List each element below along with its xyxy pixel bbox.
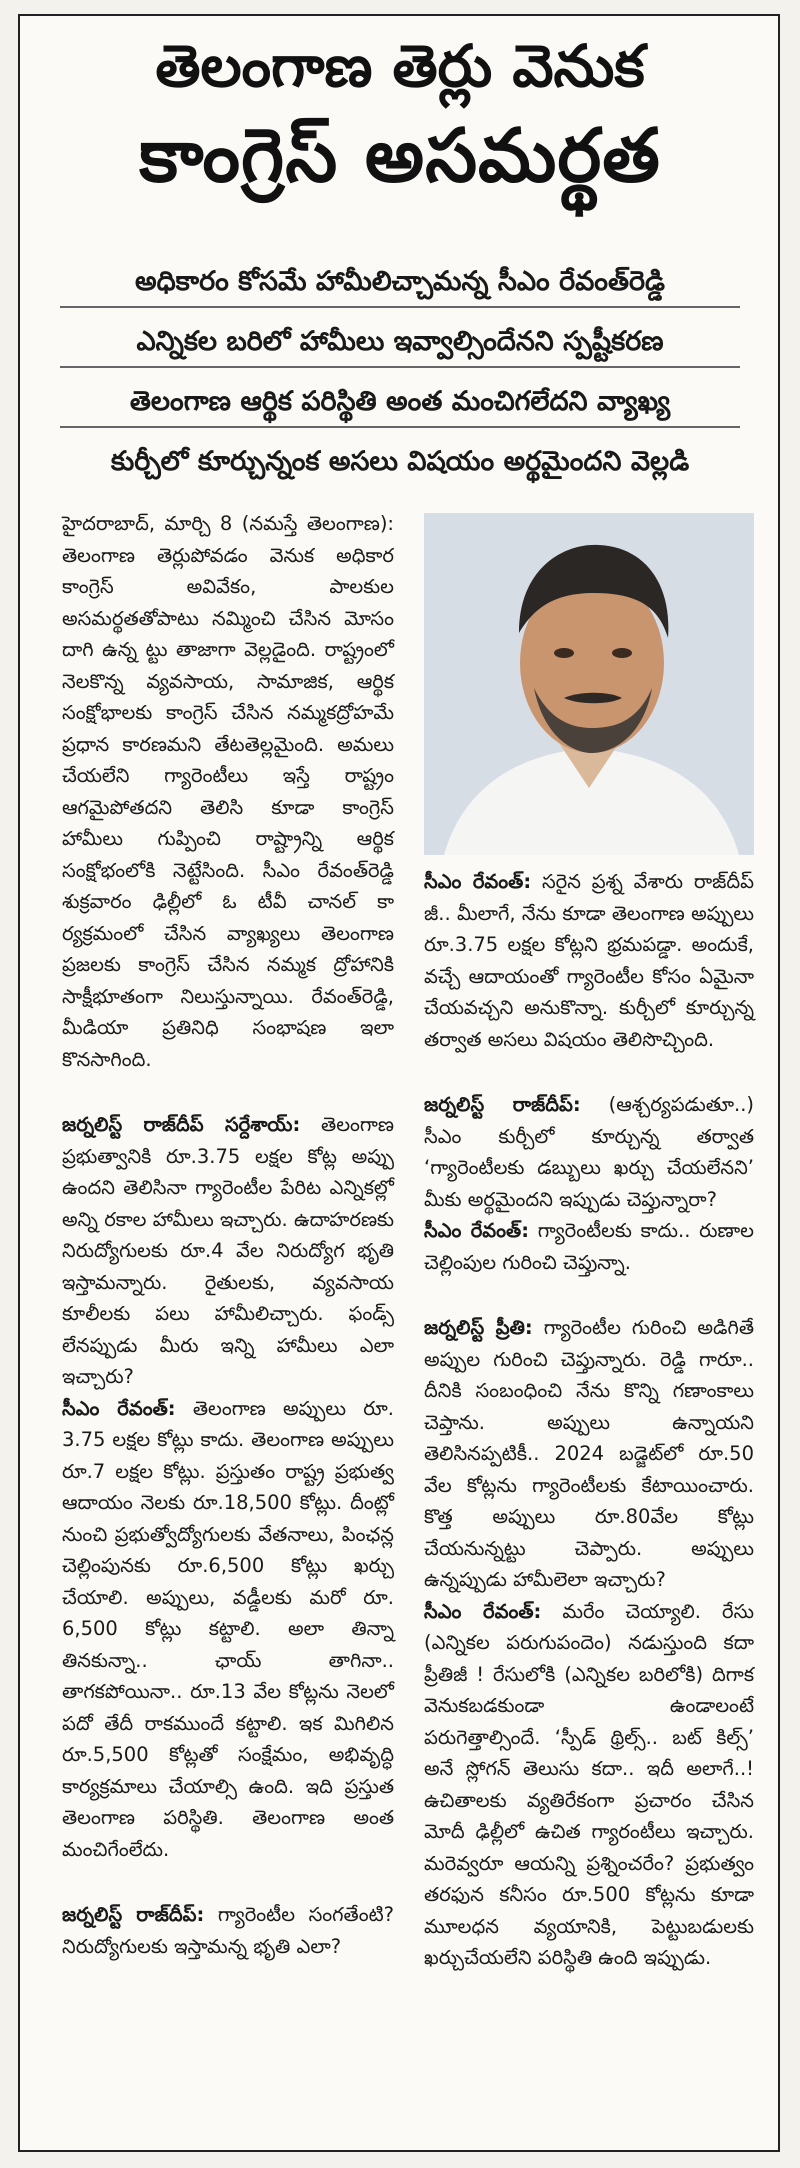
question-2-text: గ్యారెంటీల సంగతేంటి? నిరుద్యోగులకు ఇస్తామన్న భృతి ఎలా? <box>62 1903 395 1958</box>
question-3 <box>424 1089 754 1215</box>
speaker-label: సీఎం రేవంత్: <box>424 1599 542 1623</box>
question-1-text: తెలంగాణ ప్రభుత్వానికి రూ.3.75 లక్షల కోట్ల అప్పు ఉందని తెలిసినా గ్యారెంటీల పేరిట ఎన్నికల్లో అన్ని రకాల హామీలు ఇచ్చారు. ఉదాహరణకు నిరుద్యోగులకు రూ.4 వేల నిరుద్యోగ భృతి ఇస్తామన్నారు. రైతులకు, వ్యవసాయ కూలీలకు పలు హామీలిచ్చారు. ఫండ్స్ లేనప్పుడు మీరు ఇన్ని హామీలు ఎలా ఇచ్చారు? <box>62 1113 394 1388</box>
subhead-1: అధికారం కోసమే హామీలిచ్చామన్న సీఎం రేవంత్‌రెడ్డి <box>60 262 740 308</box>
photo-caption <box>424 866 754 1055</box>
subhead-2: ఎన్నికల బరిలో హామీలు ఇవ్వాల్సిందేనని స్పష్టీకరణ <box>60 322 740 368</box>
intro-paragraph <box>62 508 394 1075</box>
speaker-label: జర్నలిస్ట్ ప్రీతి: <box>424 1316 533 1339</box>
dateline: హైదరాబాద్, మార్చి 8 (నమస్తే తెలంగాణ): <box>62 512 394 535</box>
answer-4 <box>424 1596 754 1974</box>
speaker-label: జర్నలిస్ట్ రాజ్‌దీప్ సర్దేశాయ్: <box>62 1113 301 1136</box>
answer-4-text: మరేం చెయ్యాలి. రేసు (ఎన్నికల పరుగుపందెం) నడుస్తుంది కదా ప్రీతిజీ ! రేసులోకి (ఎన్నికల బరిలోకి) దిగాక వెనుకబడకుండా ఉండాలంటే పరుగెత్తాల్సిందే. ‘స్పీడ్ థ్రిల్స్.. బట్ కిల్స్’ అనే స్లోగన్ తెలుసు కదా.. ఇదీ అలాగే..! ఉచితాలకు వ్యతిరేకంగా ప్రచారం చేసిన మోదీ ఢిల్లీలో ఉచిత గ్యారంటీలు ఇచ్చారు. మరెవ్వరూ ఆయన్ని ప్రశ్నించరేం? ప్రభుత్వం తరఫున కనీసం రూ.500 కోట్లను కూడా మూలధన వ్యయానికి, పెట్టుబడులకు ఖర్చుచేయలేని పరిస్థితి ఉంది ఇప్పుడు. <box>424 1599 755 1969</box>
right-column <box>424 866 754 1974</box>
revanth-reddy-photo <box>424 513 754 855</box>
answer-1 <box>62 1393 394 1866</box>
headline-line-1: తెలంగాణ తెర్లు వెనుక <box>155 32 645 100</box>
subhead-3: తెలంగాణ ఆర్థిక పరిస్థితి అంత మంచిగలేదని వ్యాఖ్య <box>60 382 740 428</box>
question-4-text: గ్యారెంటీల గురించి అడిగితే అప్పుల గురించి చెప్తున్నారు. రెడ్డి గారూ.. దీనికి సంబంధించి నేను కొన్ని గణాంకాలు చెప్తాను. అప్పులు ఉన్నాయని తెలిసినప్పటికీ.. 2024 బడ్జెట్‌లో రూ.50 వేల కోట్లను గ్యారెంటీలకు కేటాయించారు. కొత్త అప్పులు రూ.80వేల కోట్లు చేయనున్నట్టు చెప్పారు. అప్పులు ఉన్నప్పుడు హామీలెలా ఇచ్చారు? <box>424 1316 754 1591</box>
answer-3 <box>424 1215 754 1278</box>
subhead-4: కుర్చీలో కూర్చున్నంక అసలు విషయం అర్థమైందని వెల్లడి <box>110 446 690 477</box>
speaker-label: సీఎం రేవంత్: <box>62 1396 176 1420</box>
caption-text: సరైన ప్రశ్న వేశారు రాజ్‌దీప్ జీ.. మీలాగే, నేను కూడా తెలంగాణ అప్పులు రూ.3.75 లక్షల కోట్లని భ్రమపడ్డా. అందుకే, వచ్చే ఆదాయంతో గ్యారెంటీల కోసం ఏమైనా చేయవచ్చని అనుకొన్నా. కుర్చీలో కూర్చున్న తర్వాత అసలు విషయం తెలిసొచ్చింది. <box>424 870 754 1051</box>
question-1 <box>62 1109 394 1393</box>
answer-3-text: గ్యారెంటీలకు కాదు.. రుణాల చెల్లింపుల గురించి చెప్తున్నా. <box>424 1219 754 1274</box>
answer-1-text: తెలంగాణ అప్పులు రూ. 3.75 లక్షల కోట్లు కాదు. తెలంగాణ అప్పులు రూ.7 లక్షల కోట్లు. ప్రస్తుతం రాష్ట్ర ప్రభుత్వ ఆదాయం నెలకు రూ.18,500 కోట్లు. దీంట్లో నుంచి ప్రభుత్వోద్యోగులకు వేతనాలు, పింఛన్ల చెల్లింపునకు రూ.6,500 కోట్లు ఖర్చు చేయాలి. అప్పులు, వడ్డీలకు మరో రూ. 6,500 కోట్లు కట్టాలి. అలా తిన్నా తినకున్నా.. ఛాయ్ తాగినా.. తాగకపోయినా.. రూ.13 వేల కోట్లను నెలలో పదో తేదీ రాకముందే కట్టాలి. ఇక మిగిలిన రూ.5,500 కోట్లతో సంక్షేమం, అభివృద్ధి కార్యక్రమాలు చేయాల్సి ఉంది. ఇది ప్రస్తుత తెలంగాణ పరిస్థితి. తెలంగాణ అంత మంచిగేంలేదు. <box>62 1396 394 1861</box>
speaker-label: సీఎం రేవంత్: <box>424 870 532 893</box>
person-portrait-icon <box>424 513 754 855</box>
question-2 <box>62 1899 394 1962</box>
question-4 <box>424 1312 754 1596</box>
intro-text: తెలంగాణ తెర్లుపోవడం వెనుక అధికార కాంగ్రెస్ అవివేకం, పాలకుల అసమర్థతతోపాటు నమ్మించి చేసిన మోసం దాగి ఉన్న ట్టు తాజాగా వెల్లడైంది. రాష్ట్రంలో నెలకొన్న వ్యవసాయ, సామాజిక, ఆర్థిక సంక్షోభాలకు కాంగ్రెస్ చేసిన నమ్మకద్రోహమే ప్రధాన కారణమని తేటతెల్లమైంది. అమలు చేయలేని గ్యారెంటీలు ఇస్తే రాష్ట్రం ఆగమైపోతదని తెలిసి కూడా కాంగ్రెస్ హామీలు గుప్పించి రాష్ట్రాన్ని ఆర్థిక సంక్షోభంలోకి నెట్టేసింది. సీఎం రేవంత్‌రెడ్డి శుక్రవారం ఢిల్లీలో ఓ టీవీ చానల్ కా ర్యక్రమంలో చేసిన వ్యాఖ్యలు తెలంగాణ ప్రజలకు కాంగ్రెస్ చేసిన నమ్మక ద్రోహానికి సాక్షీభూతంగా నిలుస్తున్నాయి. రేవంత్‌రెడ్డి, మీడియా ప్రతినిధి సంభాషణ ఇలా కొనసాగింది. <box>62 543 394 1071</box>
question-3-text: (ఆశ్చర్యపడుతూ..) సీఎం కుర్చీలో కూర్చున్న తర్వాత ‘గ్యారెంటీలకు డబ్బులు ఖర్చు చేయలేనని’ మీకు అర్థమైందని ఇప్పుడు చెప్తున్నారా? <box>424 1093 754 1211</box>
speaker-label: జర్నలిస్ట్ రాజ్‌దీప్: <box>62 1903 205 1926</box>
left-column <box>62 508 394 1962</box>
speaker-label: సీఎం రేవంత్: <box>424 1219 530 1242</box>
headline-line-2: కాంగ్రెస్ అసమర్థత <box>139 113 661 199</box>
speaker-label: జర్నలిస్ట్ రాజ్‌దీప్: <box>424 1093 581 1116</box>
